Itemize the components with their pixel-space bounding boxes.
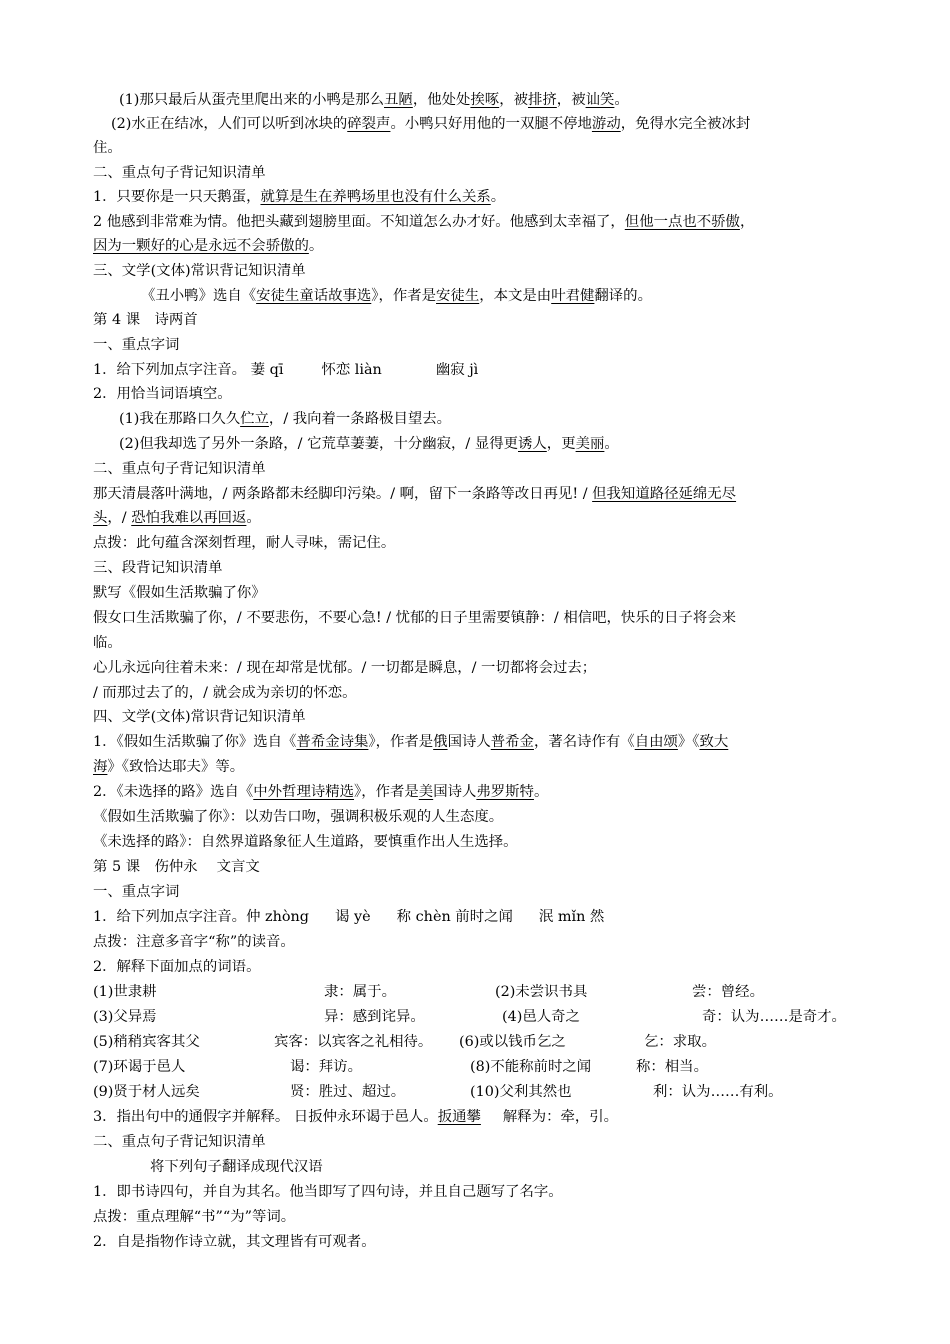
text: 2 他感到非常难为情。他把头藏到翅膀里面。不知道怎么办才好。他感到太幸福了， <box>93 214 625 230</box>
text: 怀恋 liàn <box>321 362 382 378</box>
text: 二、重点句子背记知识清单 <box>93 165 266 181</box>
text-line <box>93 138 122 158</box>
text: 临。 <box>93 635 122 651</box>
section-heading <box>93 882 179 902</box>
underlined-answer: 致大 <box>699 734 729 750</box>
text: 2．用恰当词语填空。 <box>93 386 232 402</box>
text-line <box>93 236 323 256</box>
text-line <box>93 807 503 827</box>
text: ，被 <box>499 92 528 108</box>
text: (2)但我却选了另外一条路，/ 它荒草萋萋，十分幽寂，/ 显得更 <box>119 436 518 452</box>
text: 。 <box>308 238 324 254</box>
text: 。 <box>490 189 506 205</box>
underlined-answer: 碎裂声 <box>347 116 391 132</box>
text: 》，作者是 <box>354 784 419 800</box>
underlined-answer: 伫立 <box>240 411 269 427</box>
underlined-answer: 诱人 <box>518 436 547 452</box>
text: (2)水正在结冰，人们可以听到冰块的 <box>111 116 348 132</box>
text: 2．自是指物作诗立就，其文理皆有可观者。 <box>93 1234 376 1250</box>
text: ，著名诗作有《 <box>533 734 635 750</box>
text: 》，作者是 <box>368 734 434 750</box>
text-line <box>470 1082 572 1102</box>
text: 四、文学(文体)常识背记知识清单 <box>93 709 306 725</box>
text-line <box>93 658 596 678</box>
underlined-answer: 因为一颗好的心是永远不会骄傲的 <box>93 238 309 254</box>
text: 《丑小鸭》选自《 <box>141 288 257 304</box>
text-line <box>141 286 652 306</box>
section-heading <box>93 707 306 727</box>
text-line <box>93 982 157 1002</box>
text: ，他处处 <box>412 92 471 108</box>
text: 第 5 课 伤仲永 文言文 <box>93 859 260 875</box>
section-heading <box>93 335 179 355</box>
text: 幽寂 jì <box>435 362 479 378</box>
underlined-answer: 恐怕我难以再回返 <box>131 510 247 526</box>
definition <box>692 982 764 1002</box>
underlined-answer: 挨啄 <box>470 92 500 108</box>
text-line <box>119 434 619 454</box>
section-heading <box>93 459 266 479</box>
text: (6)或以钱币乞之 <box>459 1034 566 1050</box>
text: 乞：求取。 <box>644 1034 716 1050</box>
definition <box>274 1032 432 1052</box>
text-line <box>93 360 478 380</box>
text: (1)我在那路口久久 <box>119 411 241 427</box>
text: 国诗人 <box>447 734 491 750</box>
text: 。 <box>604 436 619 452</box>
text: (4)邑人奇之 <box>502 1009 580 1025</box>
text-line <box>93 932 295 952</box>
text: / 而那过去了的，/ 就会成为亲切的怀恋。 <box>93 685 357 701</box>
lesson-heading <box>93 310 198 330</box>
text: 解释为：牵，引。 <box>502 1109 619 1125</box>
underlined-answer: 海 <box>93 759 108 775</box>
text-line <box>93 683 357 703</box>
text: ，/ 我向着一条路极目望去。 <box>268 411 452 427</box>
text: 1．给下列加点字注音。 萋 qī <box>93 362 284 378</box>
underlined-answer: 俄 <box>433 734 448 750</box>
text: 翻译的。 <box>594 288 652 304</box>
text: 3．指出句中的通假字并解释。 日扳仲永环谒于邑人。 <box>93 1109 438 1125</box>
text: 称 chèn 前时之闻 <box>396 909 513 925</box>
text-line <box>93 1207 295 1227</box>
text-line <box>470 1057 591 1077</box>
text: 1．给下列加点字注音。仲 zhòng <box>93 909 310 925</box>
underlined-answer: 美丽 <box>575 436 605 452</box>
text: ，被 <box>556 92 586 108</box>
text: 默写《假如生活欺骗了你》 <box>93 585 266 601</box>
text: (2)未尝识书具 <box>495 984 588 1000</box>
text-line <box>93 384 232 404</box>
underlined-answer: 中外哲理诗精选 <box>253 784 355 800</box>
text: 一、重点字词 <box>93 337 180 353</box>
text-line <box>93 1057 185 1077</box>
definition <box>702 1007 846 1027</box>
underlined-answer: 弗罗斯特 <box>476 784 534 800</box>
text: 那天清晨落叶满地，/ 两条路都未经脚印污染。/ 啊，留下一条路等改日再见! / <box>93 486 593 502</box>
text-line <box>93 957 260 977</box>
underlined-answer: 美 <box>418 784 434 800</box>
text: 二、重点句子背记知识清单 <box>93 1134 266 1150</box>
text: 利：认为……有利。 <box>653 1084 783 1100</box>
lesson-heading <box>93 857 260 877</box>
text: 泯 mǐn 然 <box>538 909 605 925</box>
text: 宾客：以宾客之礼相待。 <box>274 1034 433 1050</box>
underlined-answer: 安徒生童话故事选 <box>256 288 372 304</box>
underlined-answer: 头 <box>93 510 108 526</box>
text: ，本文是由 <box>479 288 552 304</box>
text-line <box>119 90 629 110</box>
text-line <box>93 782 548 802</box>
text: (9)贤于材人远矣 <box>93 1084 200 1100</box>
text: (5)稍稍宾客其父 <box>93 1034 200 1050</box>
text-line <box>93 633 122 653</box>
text: 。 <box>246 510 261 526</box>
text: (3)父异焉 <box>93 1009 157 1025</box>
text: 三、段背记知识清单 <box>93 560 223 576</box>
text: 谒：拜访。 <box>290 1059 362 1075</box>
text-line <box>93 1082 200 1102</box>
text: (1)那只最后从蛋壳里爬出来的小鸭是那么 <box>119 92 385 108</box>
underlined-answer: 扳通攀 <box>437 1109 481 1125</box>
underlined-answer: 普希金 <box>490 734 534 750</box>
text: 。小鸭只好用他的一双腿不停地 <box>390 116 592 132</box>
text: (7)环谒于邑人 <box>93 1059 186 1075</box>
underlined-answer: 讪笑 <box>585 92 615 108</box>
section-heading <box>93 1132 266 1152</box>
text: 谒 yè <box>335 909 371 925</box>
underlined-answer: 但我知道路径延绵无尽 <box>592 486 737 502</box>
definition <box>290 1082 405 1102</box>
text: 《假如生活欺骗了你》：以劝告口吻，强调积极乐观的人生态度。 <box>93 809 504 825</box>
text: 1．即书诗四句，并自为其名。他当即写了四句诗，并且自己题写了名字。 <box>93 1184 563 1200</box>
text: 三、文学(文体)常识背记知识清单 <box>93 263 306 279</box>
text: 》《致恰达耶夫》等。 <box>107 759 245 775</box>
text: 1．《假如生活欺骗了你》选自《 <box>93 734 297 750</box>
text-line <box>93 907 604 927</box>
underlined-answer: 排挤 <box>528 92 557 108</box>
underlined-answer: 安徒生 <box>436 288 480 304</box>
text: 隶：属于。 <box>324 984 396 1000</box>
text-line <box>150 1157 323 1177</box>
text: 第 4 课 诗两首 <box>93 312 198 328</box>
underlined-answer: 普希金诗集 <box>296 734 369 750</box>
section-heading <box>93 558 223 578</box>
text: ，免得水完全被冰封 <box>620 116 751 132</box>
text-line <box>93 1107 618 1127</box>
text: 尝：曾经。 <box>692 984 764 1000</box>
text: 国诗人 <box>433 784 477 800</box>
text-line <box>119 409 451 429</box>
text-line <box>495 982 587 1002</box>
underlined-answer: 自由颂 <box>634 734 678 750</box>
underlined-answer: 就算是生在养鸭场里也没有什么关系 <box>260 189 491 205</box>
text-line <box>93 583 266 603</box>
text: (10)父利其然也 <box>470 1084 572 1100</box>
text: ，/ <box>107 510 132 526</box>
text-line <box>93 757 244 777</box>
text: 住。 <box>93 140 122 156</box>
text: 称：相当。 <box>636 1059 708 1075</box>
text-line <box>93 1182 563 1202</box>
definition <box>324 1007 425 1027</box>
underlined-answer: 游动 <box>591 116 621 132</box>
underlined-answer: 但他一点也不骄傲 <box>624 214 740 230</box>
text-line <box>93 1007 157 1027</box>
text-line <box>93 508 261 528</box>
text: 奇：认为……是奇才。 <box>702 1009 846 1025</box>
underlined-answer: 丑陋 <box>384 92 413 108</box>
text: (8)不能称前时之闻 <box>470 1059 592 1075</box>
definition <box>653 1082 783 1102</box>
text: 将下列句子翻译成现代汉语 <box>150 1159 323 1175</box>
text-line <box>93 608 736 628</box>
text-line <box>111 114 750 134</box>
text-line <box>93 533 395 553</box>
text: 点拨：重点理解“书”“为”等词。 <box>93 1209 296 1225</box>
text: 点拨：此句蕴含深刻哲理，耐人寻味，需记住。 <box>93 535 396 551</box>
text-line <box>502 1007 580 1027</box>
text: 2．《未选择的路》选自《 <box>93 784 254 800</box>
text: 。 <box>614 92 629 108</box>
text: 2．解释下面加点的词语。 <box>93 959 261 975</box>
underlined-answer: 叶君健 <box>551 288 595 304</box>
text: 二、重点句子背记知识清单 <box>93 461 266 477</box>
definition <box>636 1057 708 1077</box>
text-line <box>93 187 505 207</box>
text: 异：感到诧异。 <box>324 1009 425 1025</box>
text: 贤：胜过、超过。 <box>290 1084 406 1100</box>
text: 1．只要你是一只天鹅蛋， <box>93 189 261 205</box>
text-line <box>93 1232 376 1252</box>
text: 。 <box>533 784 549 800</box>
text: 一、重点字词 <box>93 884 180 900</box>
definition <box>644 1032 716 1052</box>
text: 》《 <box>677 734 700 750</box>
text: (1)世隶耕 <box>93 984 157 1000</box>
text: 》，作者是 <box>371 288 437 304</box>
section-heading <box>93 261 306 281</box>
section-heading <box>93 163 266 183</box>
text: 《未选择的路》：自然界道路象征人生道路，要慎重作出人生选择。 <box>93 834 518 850</box>
definition <box>324 982 396 1002</box>
text: 心儿永远向往着未来：/ 现在却常是忧郁。/ 一切都是瞬息，/ 一切都将会过去； <box>93 660 597 676</box>
text-line <box>93 212 754 232</box>
text: 点拨：注意多音字“称”的读音。 <box>93 934 295 950</box>
text-line <box>93 1032 200 1052</box>
text: 假女口生活欺骗了你，/ 不要悲伤，不要心急! / 忧郁的日子里需要镇静：/ 相信吧，快乐的日子将会来 <box>93 610 737 626</box>
text-line <box>93 732 728 752</box>
text-line <box>93 832 518 852</box>
text-line <box>93 484 736 504</box>
text: ，更 <box>546 436 576 452</box>
text: ， <box>739 214 755 230</box>
text-line <box>459 1032 566 1052</box>
definition <box>290 1057 362 1077</box>
